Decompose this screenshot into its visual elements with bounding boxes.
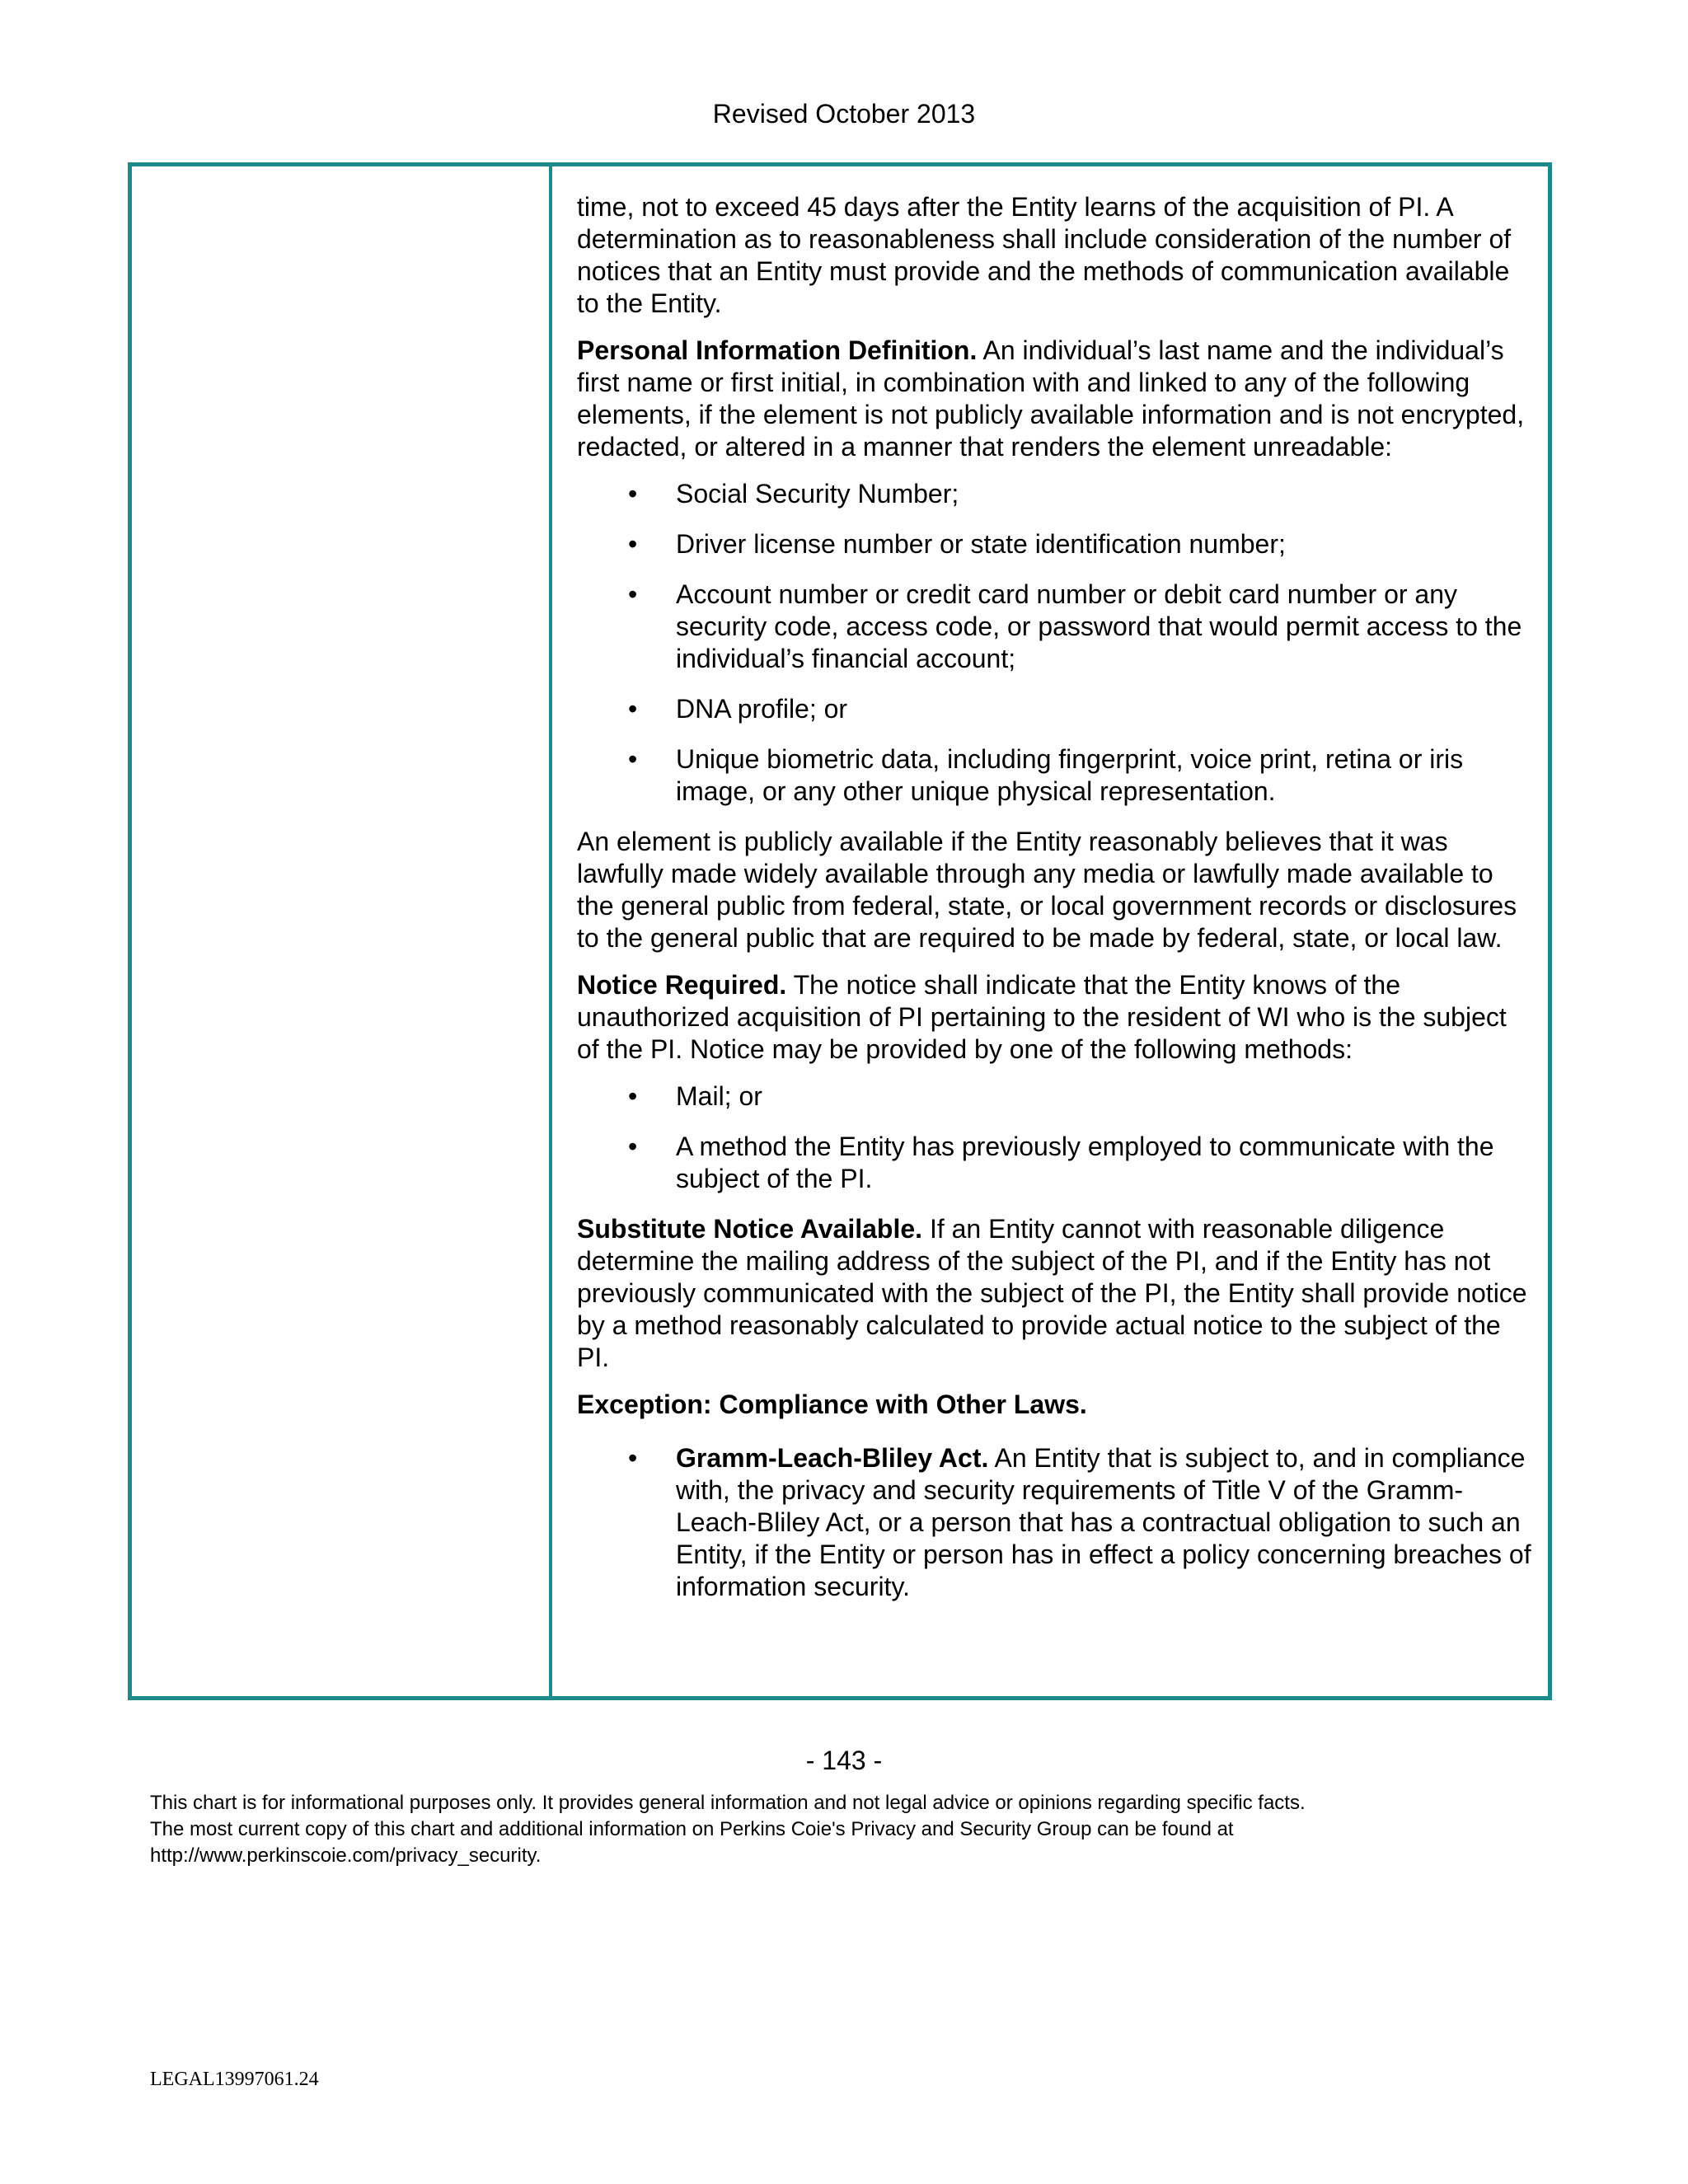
pi-definition-paragraph [577,335,1533,463]
list-item [577,1442,1533,1603]
notice-methods-list [577,1080,1533,1195]
timing-paragraph: time, not to exceed 45 days after the Entity learns of the acquisition of PI. A determination as to reasonableness shall include consideration of the number of notices that an Entity must provide and the methods of communication available to the Entity. [577,192,1512,318]
list-item: • Account number or credit card number or debit card number or any security code, access code, or password that would permit access to the individual’s financial account; [628,579,1522,673]
table-left-cell [132,166,552,1696]
list-item: • Social Security Number; [628,479,959,509]
table-right-cell [577,191,1533,1621]
bullet-icon: • [628,479,638,509]
bullet-icon: • [628,1132,638,1161]
notice-required-paragraph [577,969,1533,1066]
glb-text: An Entity that is subject to, and in compliance with, the privacy and security requirements of Title V of the Gramm-Leach-Bliley Act, or a person that has a contractual obligation to such an Entity, if the Entity or person has in effect a policy concerning breaches of information security. [676,1443,1531,1601]
pi-definition-text: An individual’s last name and the individual’s first name or first initial, in combination with and linked to any of the following elements, if the element is not publicly available information and is not encrypted, redacted, or altered in a manner that renders the element unreadable: [577,335,1525,462]
list-item: • Driver license number or state identification number; [628,529,1286,559]
state-law-table [128,162,1552,1700]
list-item: • DNA profile; or [628,694,848,724]
exception-heading: Exception: Compliance with Other Laws. [577,1390,1087,1419]
substitute-notice-text: If an Entity cannot with reasonable diligence determine the mailing address of the subject of the PI, and if the Entity has not previously communicated with the subject of the PI, the Entity shall provide notice by a method reasonably calculated to provide actual notice to the subject of the PI. [577,1214,1527,1372]
substitute-notice-heading: Substitute Notice Available. [577,1214,923,1244]
list-item: • Mail; or [628,1081,762,1111]
bullet-icon: • [628,579,638,609]
publicly-available-paragraph: An element is publicly available if the Entity reasonably believes that it was lawfully made widely available through any media or lawfully made available to the general public from federal, state, or local government records or disclosures to the general public that are required to be made by federal, state, or local law. [577,827,1517,953]
footer-link[interactable]: http://www.perkinscoie.com/privacy_security. [150,1844,542,1867]
bullet-icon: • [628,529,638,559]
footer-disclaimer [150,1790,1551,1869]
notice-required-text: The notice shall indicate that the Entity knows of the unauthorized acquisition of PI pertaining to the resident of WI who is the subject of the PI. Notice may be provided by one of the following methods: [577,970,1507,1064]
page-number: - 143 - [805,1746,883,1775]
exception-list [577,1442,1533,1603]
pi-definition-heading: Personal Information Definition. [577,335,978,365]
bullet-icon: • [628,1443,638,1473]
list-item: • Unique biometric data, including fingerprint, voice print, retina or iris image, or any other unique physical representation. [628,744,1464,806]
footer-line: The most current copy of this chart and additional information on Perkins Coie's Privacy and Security Group can be found at [150,1818,1234,1840]
bullet-icon: • [628,694,638,724]
bullet-icon: • [628,1081,638,1111]
exception-paragraph [577,1389,1533,1421]
document-id: LEGAL13997061.24 [150,2069,319,2090]
notice-required-heading: Notice Required. [577,970,787,1000]
list-item: • A method the Entity has previously employed to communicate with the subject of the PI. [628,1132,1494,1193]
glb-heading: Gramm-Leach-Bliley Act. [676,1443,989,1473]
substitute-notice-paragraph [577,1213,1533,1374]
pi-elements-list [577,478,1533,808]
footer-line: This chart is for informational purposes only. It provides general information and not legal advice or opinions regarding specific facts. [150,1792,1306,1814]
revised-date-header: Revised October 2013 [712,99,976,129]
bullet-icon: • [628,744,638,774]
